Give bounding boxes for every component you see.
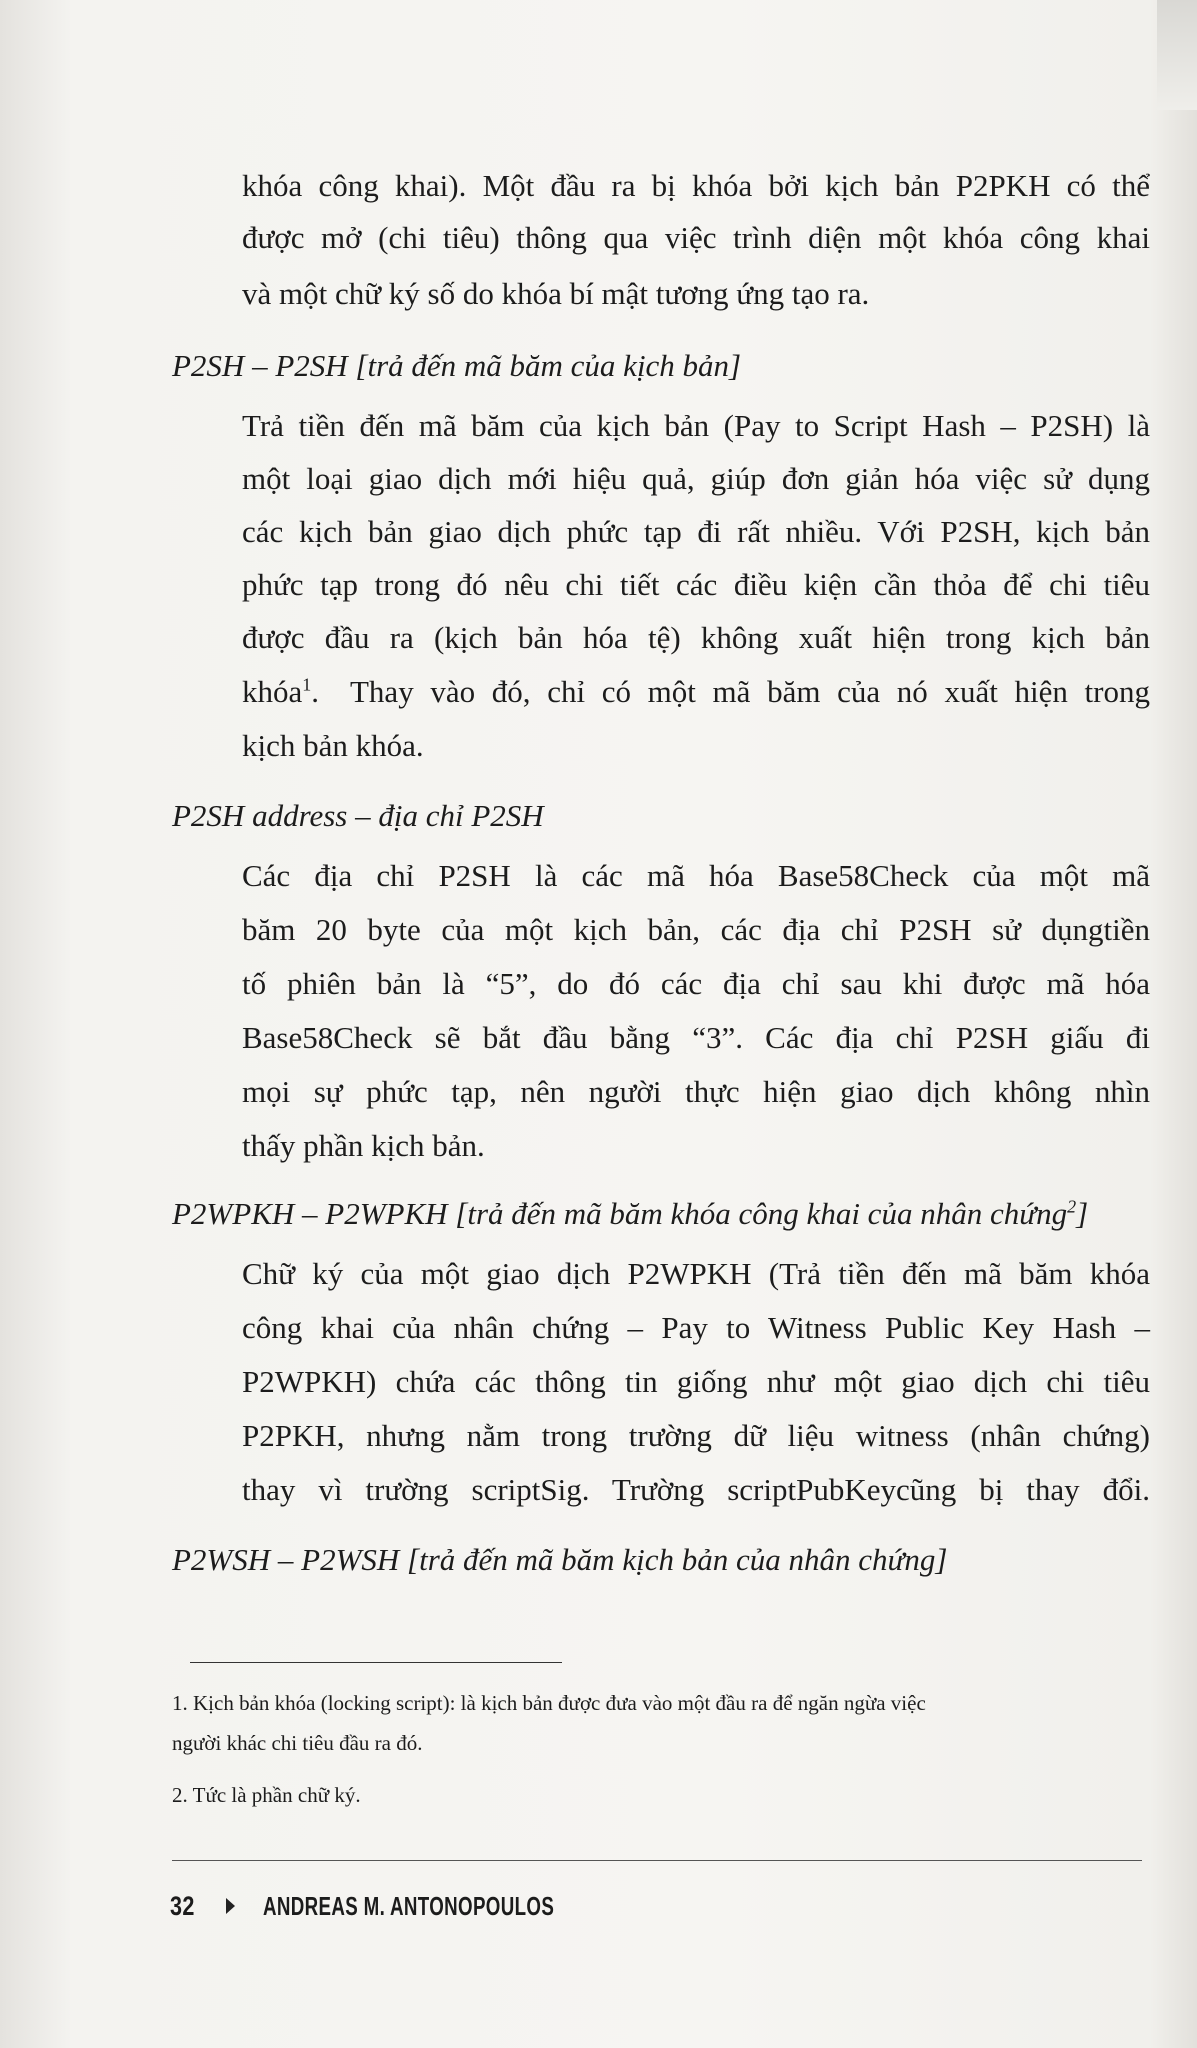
footnote-2: 2. Tức là phần chữ ký. bbox=[172, 1783, 361, 1807]
body-line: công khai của nhân chứng – Pay to Witness Public Key Hash – bbox=[242, 1310, 1150, 1345]
footnote-ref-1[interactable]: 1 bbox=[302, 674, 312, 695]
body-line: tố phiên bản là “5”, do đó các địa chỉ sau khi được mã hóa bbox=[242, 966, 1150, 1001]
body-line-rest: Thay vào đó, chỉ có một mã băm của nó xuất hiện trong bbox=[350, 674, 1150, 709]
footnote-ref-word: khóa$^1$. bbox=[242, 674, 320, 709]
glossary-term: P2SH address – địa chỉ P2SH bbox=[172, 798, 544, 833]
body-line: Trả tiền đến mã băm của kịch bản (Pay to Script Hash – P2SH) là bbox=[242, 408, 1150, 443]
page-footer bbox=[170, 1888, 667, 1924]
body-line: các kịch bản giao dịch phức tạp đi rất nhiều. Với P2SH, kịch bản bbox=[242, 514, 1150, 549]
body-line: băm 20 byte của một kịch bản, các địa chỉ P2SH sử dụngtiền bbox=[242, 912, 1150, 947]
author-name: ANDREAS M. ANTONOPOULOS bbox=[263, 1890, 555, 1921]
body-line: thay vì trường scriptSig. Trường scriptPubKeycũng bị thay đổi. bbox=[242, 1472, 1150, 1507]
body-line: mọi sự phức tạp, nên người thực hiện giao dịch không nhìn bbox=[242, 1074, 1150, 1109]
body-line: Chữ ký của một giao dịch P2WPKH (Trả tiền đến mã băm khóa bbox=[242, 1256, 1150, 1291]
triangle-right-icon bbox=[226, 1898, 235, 1914]
body-line: một loại giao dịch mới hiệu quả, giúp đơn giản hóa việc sử dụng bbox=[242, 461, 1150, 496]
footnote-1: 1. Kịch bản khóa (locking script): là kịch bản được đưa vào một đầu ra để ngăn ngừa việc bbox=[172, 1691, 926, 1715]
glossary-term: P2WSH – P2WSH [trả đến mã băm kịch bản của nhân chứng] bbox=[172, 1542, 948, 1577]
body-line: khóa công khai). Một đầu ra bị khóa bởi kịch bản P2PKH có thể bbox=[242, 168, 1150, 203]
body-line bbox=[242, 672, 1150, 712]
body-line: và một chữ ký số do khóa bí mật tương ứng tạo ra. bbox=[242, 276, 870, 311]
glossary-term: P2WPKH – P2WPKH [trả đến mã băm khóa công khai của nhân chứng$^2$] bbox=[172, 1196, 1089, 1231]
body-line: P2WPKH) chứa các thông tin giống như một giao dịch chi tiêu bbox=[242, 1364, 1150, 1399]
body-line: được đầu ra (kịch bản hóa tệ) không xuất hiện trong kịch bản bbox=[242, 620, 1150, 655]
body-line: Các địa chỉ P2SH là các mã hóa Base58Check của một mã bbox=[242, 858, 1150, 893]
body-line: phức tạp trong đó nêu chi tiết các điều kiện cần thỏa để chi tiêu bbox=[242, 567, 1150, 602]
footnote-ref-2[interactable]: 2 bbox=[1067, 1196, 1077, 1217]
page-corner-shadow bbox=[1157, 0, 1197, 110]
body-line: được mở (chi tiêu) thông qua việc trình diện một khóa công khai bbox=[242, 220, 1150, 255]
body-line: kịch bản khóa. bbox=[242, 728, 424, 763]
glossary-term: P2SH – P2SH [trả đến mã băm của kịch bản] bbox=[172, 348, 742, 383]
body-line: thấy phần kịch bản. bbox=[242, 1128, 485, 1163]
body-line: Base58Check sẽ bắt đầu bằng “3”. Các địa chỉ P2SH giấu đi bbox=[242, 1020, 1150, 1055]
footnote-1-cont: người khác chi tiêu đầu ra đó. bbox=[172, 1731, 423, 1755]
body-line: P2PKH, nhưng nằm trong trường dữ liệu witness (nhân chứng) bbox=[242, 1418, 1150, 1453]
footer-divider bbox=[172, 1860, 1142, 1861]
page-number: 32 bbox=[170, 1890, 195, 1921]
footnote-divider bbox=[190, 1662, 562, 1663]
